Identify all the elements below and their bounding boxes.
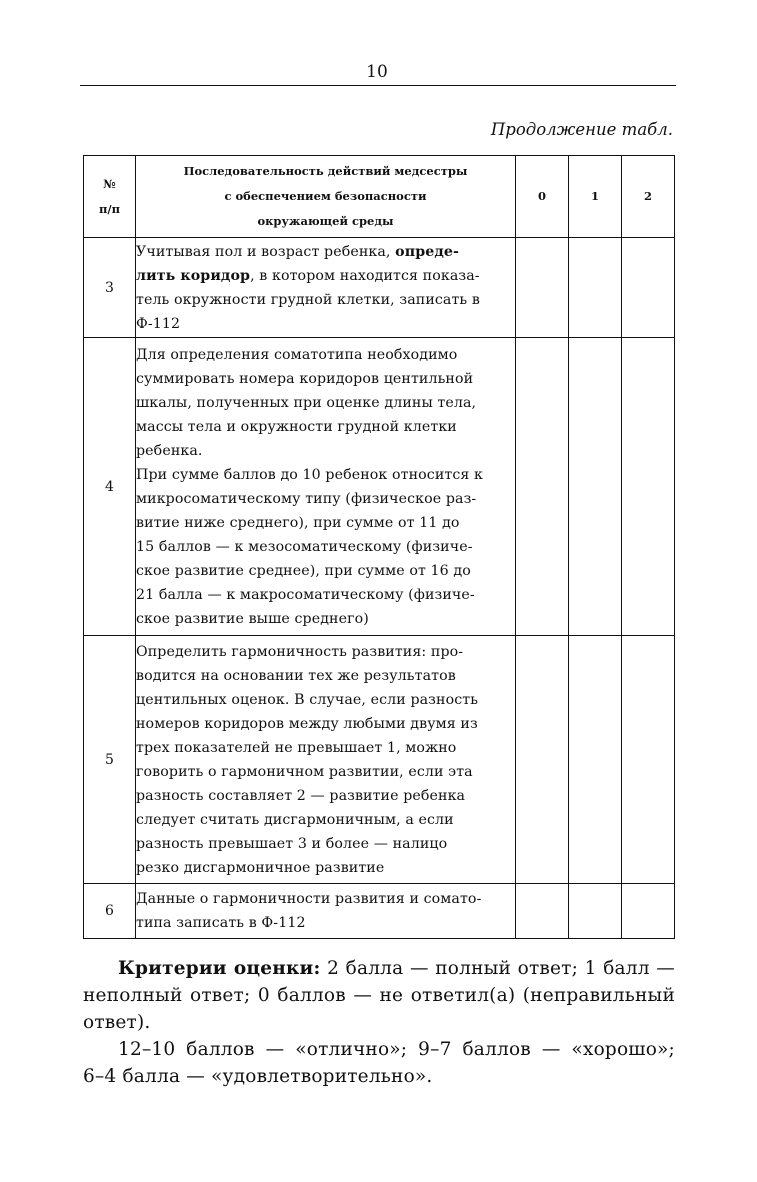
score-cell-2[interactable] bbox=[622, 636, 675, 884]
description-line: ское развитие выше среднего) bbox=[136, 610, 369, 627]
description-line: ское развитие среднее), при сумме от 16 до bbox=[136, 562, 471, 579]
description-line: трех показателей не превышает 1, можно bbox=[136, 739, 457, 756]
description-line: суммировать номера коридоров центильной bbox=[136, 370, 474, 387]
header-number bbox=[84, 156, 136, 238]
description-line: Данные о гармоничности развития и сомато- bbox=[136, 891, 482, 907]
description-line: Для определения соматотипа необходимо bbox=[136, 346, 458, 363]
score-cell-2[interactable] bbox=[622, 884, 675, 939]
description-line: 15 баллов — к мезосоматическому (физиче- bbox=[136, 538, 473, 555]
row-description bbox=[136, 884, 516, 939]
page-number: 10 bbox=[366, 62, 388, 82]
description-line: При сумме баллов до 10 ребенок относится к bbox=[136, 466, 484, 483]
description-line: 21 балла — к макросоматическому (физиче- bbox=[136, 586, 475, 603]
score-cell-0[interactable] bbox=[516, 636, 569, 884]
bold-text-run: лить коридор bbox=[136, 267, 251, 284]
table-row bbox=[84, 238, 675, 338]
criteria-line: неполный ответ; 0 баллов — не ответил(а) (неправильный bbox=[83, 985, 675, 1006]
table-row bbox=[84, 884, 675, 939]
row-number: 4 bbox=[84, 338, 136, 636]
description-line bbox=[136, 264, 515, 288]
criteria-text: 2 балла — полный ответ; 1 балл — bbox=[320, 958, 675, 979]
description-line: шкалы, полученных при оценке длины тела, bbox=[136, 394, 477, 411]
header-rule bbox=[80, 85, 676, 86]
score-cell-0[interactable] bbox=[516, 338, 569, 636]
description-line: микросоматическому типу (физическое раз- bbox=[136, 490, 477, 507]
header-score-2: 2 bbox=[622, 156, 675, 238]
bold-text-run: опреде- bbox=[395, 243, 460, 260]
row-number: 3 bbox=[84, 238, 136, 338]
header-description-line: с обеспечением безопасности bbox=[224, 189, 427, 203]
score-cell-1[interactable] bbox=[569, 238, 622, 338]
row-description bbox=[136, 636, 516, 884]
header-score-1: 1 bbox=[569, 156, 622, 238]
score-cell-1[interactable] bbox=[569, 884, 622, 939]
description-line: следует считать дисгармоничным, а если bbox=[136, 811, 454, 828]
criteria-label: Критерии оценки: bbox=[118, 958, 321, 979]
description-line: витие ниже среднего), при сумме от 11 до bbox=[136, 514, 460, 531]
grades-line: 6–4 балла — «удовлетворительно». bbox=[83, 1066, 433, 1087]
description-line: разность составляет 2 — развитие ребенка bbox=[136, 787, 466, 804]
header-score-0: 0 bbox=[516, 156, 569, 238]
header-description-line: Последовательность действий медсестры bbox=[183, 164, 468, 178]
header-description bbox=[136, 156, 516, 238]
description-line: водится на основании тех же результатов bbox=[136, 667, 456, 684]
description-line: центильных оценок. В случае, если разность bbox=[136, 691, 479, 708]
score-cell-2[interactable] bbox=[622, 338, 675, 636]
table-row bbox=[84, 338, 675, 636]
text-run: , в котором находится показа- bbox=[250, 267, 480, 284]
description-line: номеров коридоров между любыми двумя из bbox=[136, 715, 478, 732]
criteria-paragraph bbox=[83, 955, 675, 1036]
score-cell-2[interactable] bbox=[622, 238, 675, 338]
description-line bbox=[136, 240, 515, 264]
text-run: Учитывая пол и возраст ребенка, bbox=[136, 243, 396, 260]
table-row bbox=[84, 636, 675, 884]
criteria-line: ответ). bbox=[83, 1012, 151, 1033]
description-line: тель окружности грудной клетки, записать в bbox=[136, 291, 480, 308]
row-number: 5 bbox=[84, 636, 136, 884]
row-description bbox=[136, 338, 516, 636]
score-cell-1[interactable] bbox=[569, 636, 622, 884]
description-line: Определить гармоничность развития: про- bbox=[136, 643, 464, 660]
description-line: Ф-112 bbox=[136, 315, 181, 332]
row-description bbox=[136, 238, 516, 338]
continuation-label: Продолжение табл. bbox=[490, 120, 673, 139]
description-line: разность превышает 3 и более — налицо bbox=[136, 835, 448, 852]
description-line: типа записать в Ф-112 bbox=[136, 915, 306, 931]
description-line: говорить о гармоничном развитии, если эта bbox=[136, 763, 473, 780]
description-line: резко дисгармоничное развитие bbox=[136, 859, 385, 876]
procedure-table bbox=[83, 155, 675, 939]
score-cell-0[interactable] bbox=[516, 884, 569, 939]
header-number-symbol: № bbox=[103, 176, 116, 191]
table-header-row bbox=[84, 156, 675, 238]
grades-paragraph bbox=[83, 1036, 675, 1090]
score-cell-0[interactable] bbox=[516, 238, 569, 338]
description-line: массы тела и окружности грудной клетки bbox=[136, 418, 457, 435]
criteria-line bbox=[83, 955, 675, 982]
header-number-abbr: п/п bbox=[98, 201, 121, 216]
row-number: 6 bbox=[84, 884, 136, 939]
evaluation-criteria bbox=[83, 955, 675, 1090]
description-line: ребенка. bbox=[136, 442, 203, 459]
score-cell-1[interactable] bbox=[569, 338, 622, 636]
header-description-line: окружающей среды bbox=[257, 214, 394, 228]
grades-line: 12–10 баллов — «отлично»; 9–7 баллов — «хорошо»; bbox=[118, 1039, 675, 1060]
